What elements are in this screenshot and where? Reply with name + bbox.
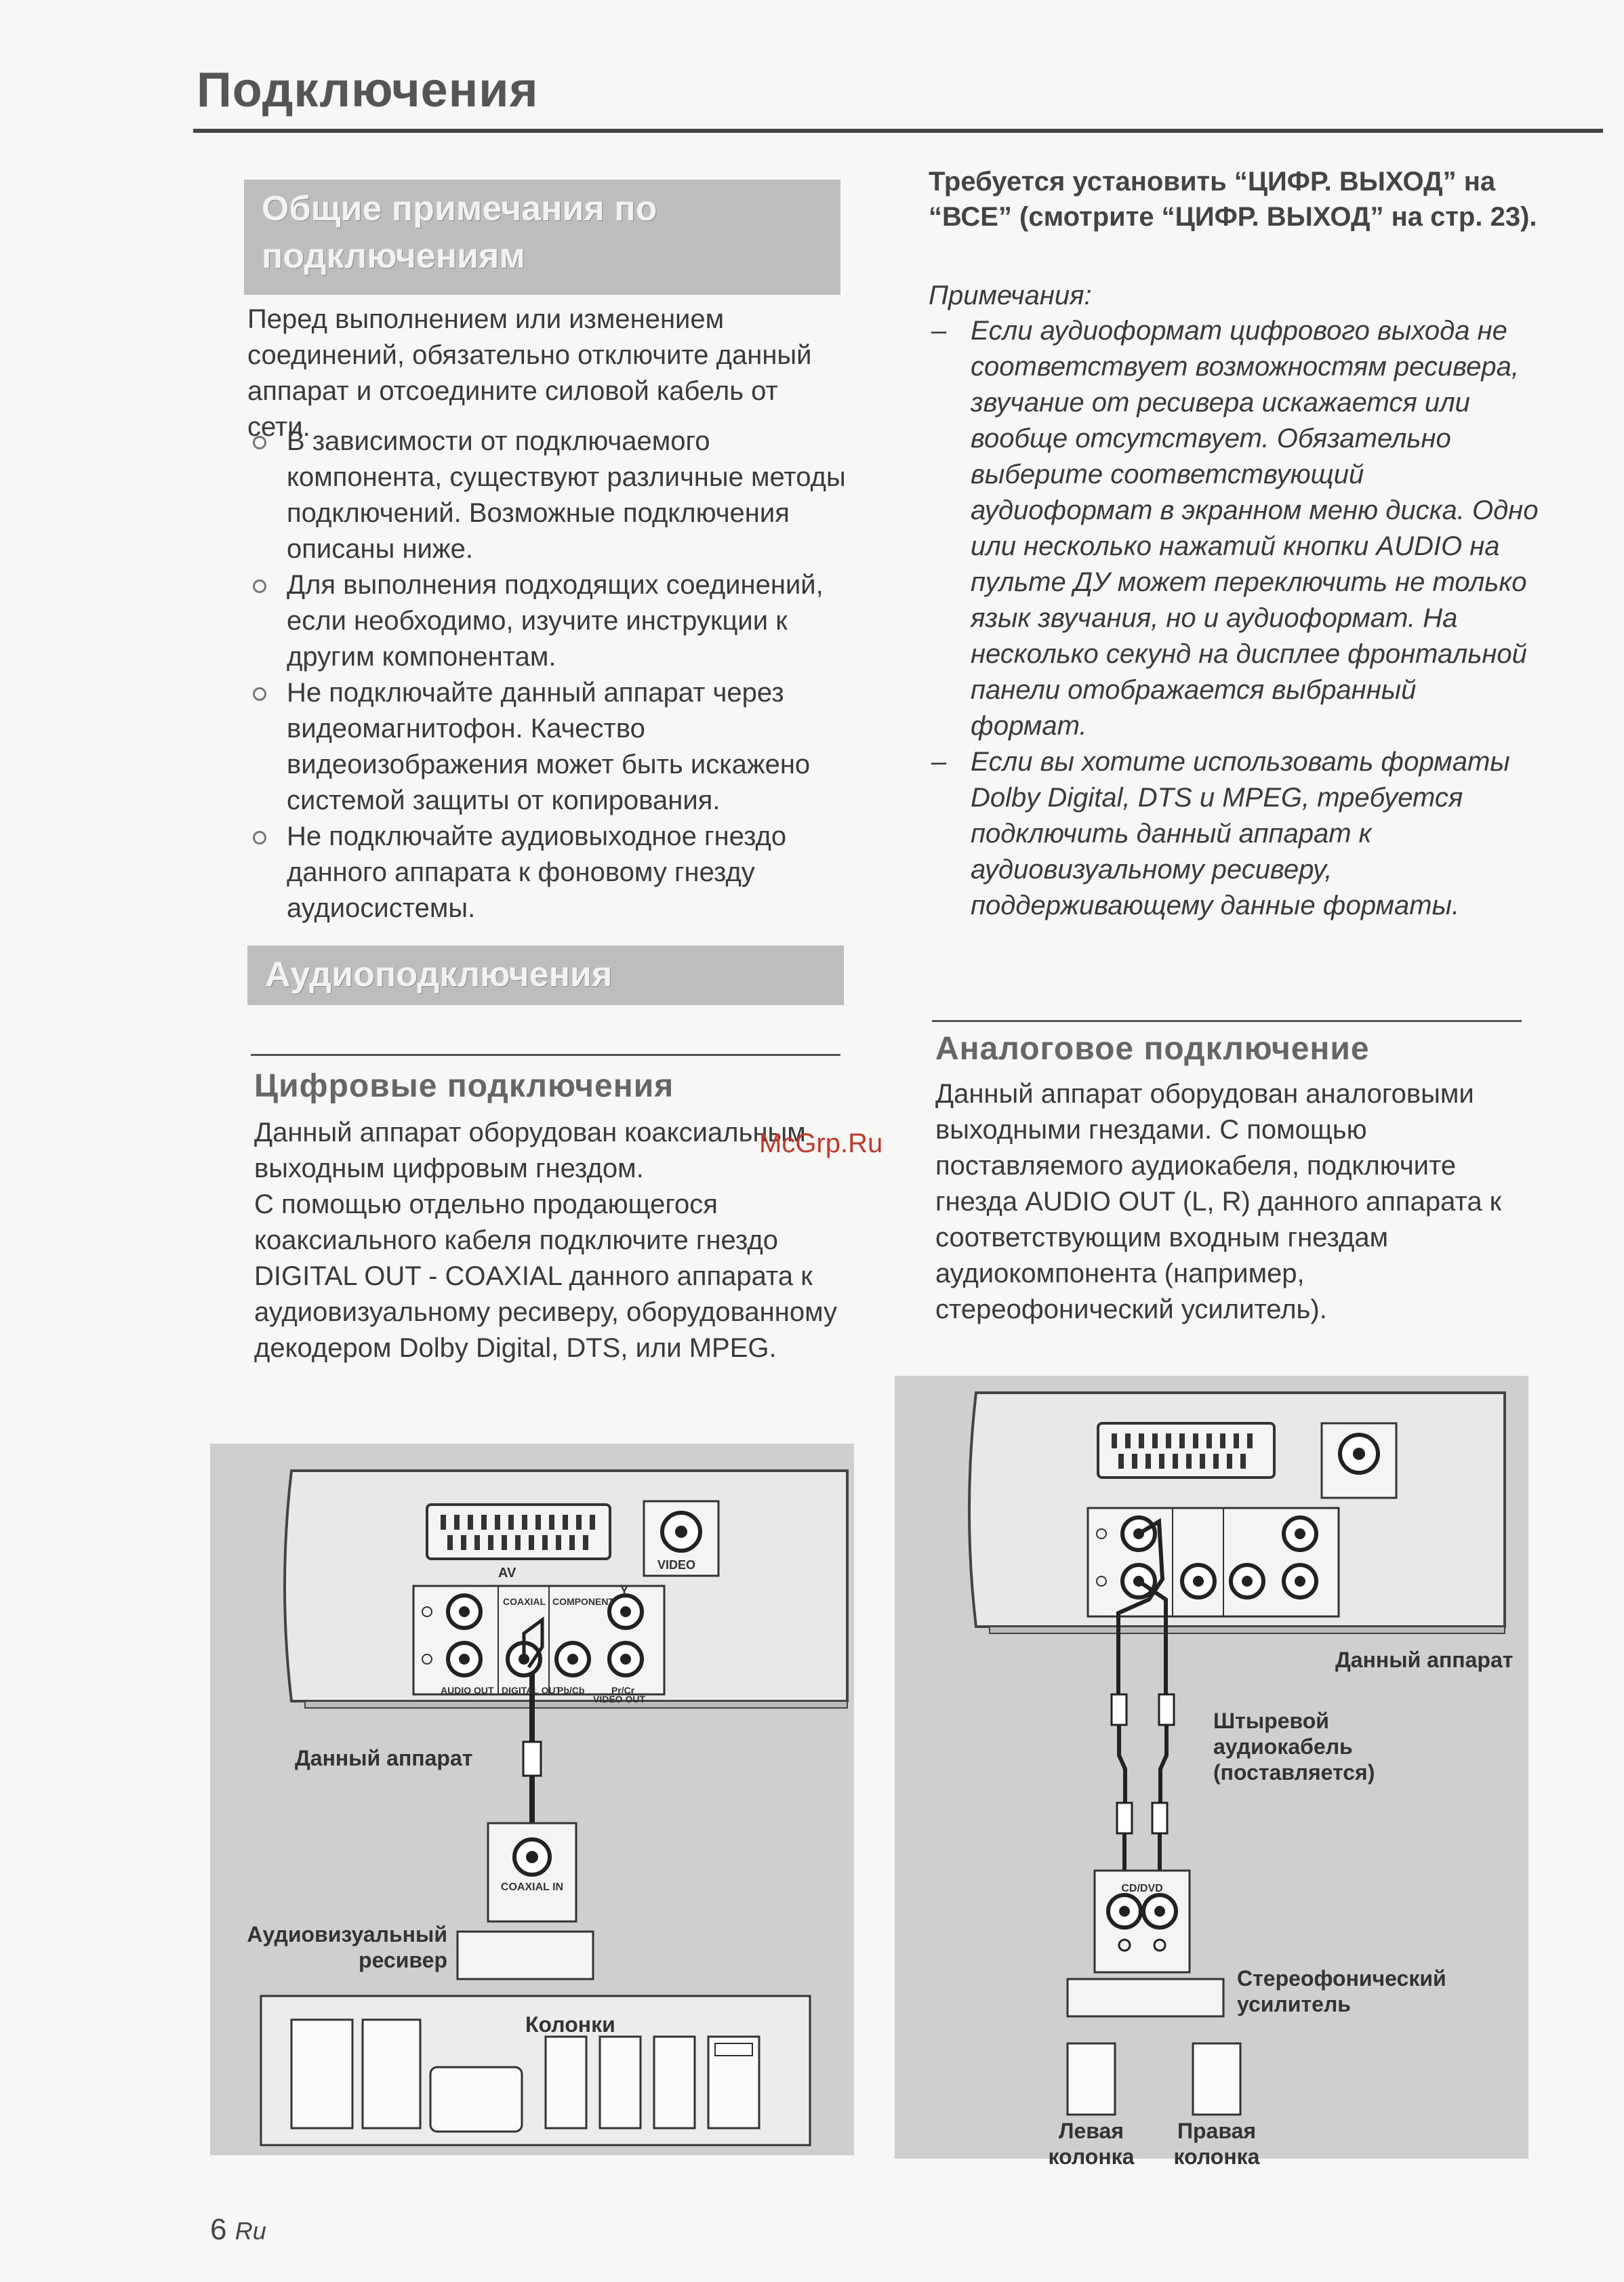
bullet-item	[247, 424, 857, 567]
page-title: Подключения	[197, 63, 539, 117]
page-number	[210, 2213, 266, 2247]
note-text: Если аудиоформат цифрового выхода не соответствует возможностям ресивера, звучание от ресивера искажается или вообще отсутствует. Обязательно выберите соответствующий аудиоформат в экранном меню диска. Одно или несколько нажатий кнопки AUDIO на пульте ДУ может переключить не только язык звучания, но и аудиоформат. На несколько секунд на дисплее фронтальной панели отображается выбранный формат.	[971, 316, 1539, 741]
general-notes-heading	[244, 180, 840, 295]
component-label: COMPONENT	[552, 1596, 614, 1607]
general-notes-heading-text: Общие примечания по подключениям	[262, 189, 657, 276]
right-speaker-label: Правая колонка	[1173, 2119, 1260, 2169]
av-label: AV	[498, 1566, 516, 1581]
device-label: Данный аппарат	[295, 1746, 473, 1770]
note-item	[929, 313, 1539, 744]
analog-paragraph: Данный аппарат оборудован аналоговыми выходными гнездами. С помощью поставляемого аудиокабеля, подключите гнезда AUDIO OUT (L, R) данного аппарата к соответствующим входным гнездам аудиокомпонента (например, стереофонический усилитель).	[935, 1079, 1502, 1324]
notes-label: Примечания:	[929, 281, 1092, 310]
analog-connection-diagram	[895, 1376, 1528, 2169]
bullet-text: В зависимости от подключаемого компонента, существуют различные методы подключений. Возможные подключения описаны ниже.	[287, 426, 846, 564]
digital-diagram-graphic	[210, 1444, 854, 2155]
receiver-label: Аудиовизуальный ресивер	[247, 1922, 447, 1972]
device-label: Данный аппарат	[1335, 1648, 1514, 1672]
dash-icon: –	[931, 316, 947, 346]
video-label: VIDEO	[657, 1558, 696, 1572]
cable-label: Штыревой аудиокабель (поставляется)	[1213, 1709, 1375, 1785]
y-label: Y	[620, 1584, 629, 1597]
pb-cb-label: Pb/Cb	[557, 1685, 585, 1696]
coaxial-label: COAXIAL	[503, 1596, 546, 1607]
audio-connections-heading-text: Аудиоподключения	[265, 955, 613, 994]
bullet-item	[247, 675, 857, 819]
bullet-item	[247, 567, 857, 675]
intro-paragraph: Перед выполнением или изменением соединений, обязательно отключите данный аппарат и отсоедините силовой кабель от сети.	[247, 304, 812, 442]
cd-dvd-label: CD/DVD	[1121, 1883, 1163, 1894]
note-text: Если вы хотите использовать форматы Dolby Digital, DTS и MPEG, требуется подключить данный аппарат к аудиовизуальному ресиверу, поддерживающему данные форматы.	[971, 747, 1510, 920]
page-language: Ru	[235, 2217, 266, 2245]
bullet-icon	[253, 831, 266, 844]
analog-divider	[932, 1020, 1522, 1022]
digital-connections-heading: Цифровые подключения	[254, 1068, 674, 1104]
speakers-label: Колонки	[525, 2012, 615, 2037]
audio-out-label: AUDIO OUT	[441, 1685, 494, 1696]
page-number-value: 6	[210, 2213, 227, 2246]
audio-connections-heading	[247, 945, 844, 1005]
bullet-text: Не подключайте данный аппарат через видеомагнитофон. Качество видеоизображения может быть искажено системой защиты от копирования.	[287, 678, 811, 815]
digital-out-label: DIGITAL OUT	[502, 1685, 562, 1696]
bullet-icon	[253, 687, 266, 701]
digital-connection-diagram	[210, 1444, 854, 2155]
bullet-icon	[253, 579, 266, 593]
watermark: McGrp.Ru	[759, 1128, 883, 1158]
bullet-text: Для выполнения подходящих соединений, если необходимо, изучите инструкции к другим компонентам.	[287, 570, 824, 672]
video-out-label: VIDEO OUT	[593, 1694, 646, 1705]
notes-bullet-list	[247, 424, 857, 926]
coaxial-in-label: COAXIAL IN	[500, 1881, 564, 1893]
bullet-icon	[253, 436, 266, 449]
digital-out-setting-note: Требуется установить “ЦИФР. ВЫХОД” на “ВСЕ” (смотрите “ЦИФР. ВЫХОД” на стр. 23).	[929, 167, 1537, 232]
dash-icon: –	[931, 747, 947, 777]
pr-cr-label: Pr/Cr	[611, 1685, 635, 1696]
digital-paragraph: Данный аппарат оборудован коаксиальным выходным цифровым гнездом. С помощью отдельно продающегося коаксиального кабеля подключите гнездо DIGITAL OUT - COAXIAL данного аппарата к аудиовизуальному ресиверу, оборудованному декодером Dolby Digital, DTS, или MPEG.	[254, 1118, 838, 1363]
bullet-item	[247, 819, 857, 926]
left-speaker-label: Левая колонка	[1048, 2119, 1135, 2169]
title-divider	[193, 129, 1603, 133]
notes-list	[929, 313, 1539, 924]
digital-divider	[251, 1054, 840, 1056]
amplifier-label: Стереофонический усилитель	[1237, 1966, 1446, 2016]
analog-connection-heading: Аналоговое подключение	[935, 1031, 1370, 1067]
bullet-text: Не подключайте аудиовыходное гнездо данного аппарата к фоновому гнезду аудиосистемы.	[287, 821, 787, 923]
note-item	[929, 744, 1539, 924]
